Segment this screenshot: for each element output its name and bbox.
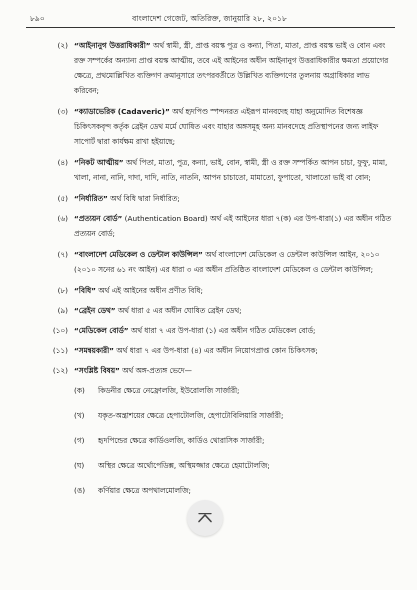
sub-item-text: হৃদপিন্ডের ক্ষেত্রে কার্ডিওলজি, কার্ডিও থোরাসিক সার্জারী;: [98, 436, 265, 445]
page-number: ৮৯০: [30, 14, 45, 23]
sub-item-text: যকৃত-অন্ত্রাশয়ের ক্ষেত্রে হেপাটোলজি, হেপাটোবিলিয়ারি সার্জারী;: [98, 411, 284, 420]
sub-item: [34, 408, 395, 423]
definition-term: “নিকট আত্মীয়”: [74, 158, 124, 167]
definition-item: [34, 38, 395, 98]
sub-item: [34, 433, 395, 448]
definition-item: [34, 247, 395, 277]
definition-item: [34, 343, 395, 358]
sub-item-number: (গ): [74, 436, 85, 445]
definition-text: অর্থ ধারা ৭ এর উপ-ধারা (১) এর অধীন গঠিত মেডিকেল বোর্ড;: [128, 326, 316, 335]
definition-number: (১১): [52, 346, 68, 355]
definition-text: অর্থ বাংলাদেশ মেডিকেল ও ডেন্টাল কাউন্সিল আইন, ২০১০ (২০১০ সনের ৬১ নং আইন) এর ধারা ৩ এর অধীন প্রতিষ্ঠিত বাংলাদেশ মেডিকেল ও ডেন্টাল কাউন্সিল;: [74, 250, 380, 274]
definition-term: “সংশ্লিষ্ট বিষয়”: [74, 366, 120, 375]
sub-item: [34, 458, 395, 473]
definition-term: “ক্যাডাভেরিক (Cadaveric)”: [74, 107, 170, 116]
chevron-up-icon: [197, 513, 213, 523]
definition-number: (২): [57, 41, 68, 50]
definition-term: “সমন্বয়কারী”: [74, 346, 114, 355]
definition-text: অর্থ হৃদপিণ্ড স্পন্দনরত এইরূপ মানবদেহ যাহা অনুমোদিত বিশেষজ্ঞ চিকিৎসকবৃন্দ কর্তৃক ব্রেইন ডেথ মর্মে ঘোষিত এবং যাহার অঙ্গসমূহ অন্য মানবদেহে প্রতিস্থাপনের জন্য লাইফ সাপোর্ট দ্বারা কার্যক্ষম রাখা হইয়াছে;: [74, 107, 379, 146]
gazette-title: বাংলাদেশ গেজেট, অতিরিক্ত, জানুয়ারি ২৮, ২০১৮: [132, 14, 287, 23]
definition-number: (৫): [57, 194, 68, 203]
definition-number: (৮): [57, 286, 68, 295]
page-header: [24, 8, 395, 26]
definition-number: (৭): [57, 250, 68, 259]
definition-item: [34, 303, 395, 318]
definition-item: [34, 323, 395, 338]
definition-text: অর্থ স্বামী, স্ত্রী, প্রাপ্ত বয়স্ক পুত্র ও কন্যা, পিতা, মাতা, প্রাপ্ত বয়স্ক ভাই ও বোন এবং রক্ত সম্পর্কের অন্যান্য প্রাপ্ত বয়স্ক আত্মীয়, তবে এই আইনের অধীন আইনানুগ উত্তরাধিকারীর ক্ষমতা প্রয়োগের ক্ষেত্রে, প্রথমোল্লিখিত ব্যক্তিগণ ক্রমানুসারে তৎপরবর্তীতে উল্লিখিত ব্যক্তিগণের তুলনায় অগ্রাধিকার লাভ করিবেন;: [74, 41, 389, 95]
sub-item-number: (ঘ): [74, 461, 85, 470]
scroll-top-button[interactable]: [187, 500, 223, 536]
definition-number: (১০): [52, 326, 68, 335]
sub-item-number: (ঙ): [74, 486, 86, 495]
definition-text: অর্থ অঙ্গ-প্রত্যঙ্গ ভেদে—: [119, 366, 192, 375]
definition-text: অর্থ ধারা ৫ এর অধীন ঘোষিত ব্রেইন ডেথ;: [115, 306, 242, 315]
definition-term: “মেডিকেল বোর্ড”: [74, 326, 129, 335]
header-divider: [26, 27, 395, 28]
sub-item-text: কিডনীর ক্ষেত্রে নেফ্রোলজি, ইউরোলজি সার্জারী;: [98, 386, 240, 395]
definition-item: [34, 191, 395, 206]
definition-text: অর্থ পিতা, মাতা, পুত্র, কন্যা, ভাই, বোন, স্বামী, স্ত্রী ও রক্ত সম্পর্কিত আপন চাচা, ফুফু, মামা, খালা, নানা, নানি, দাদা, দাদি, নাতি, নাতনি, আপন চাচাতো, মামাতো, ফুপাতো, খালাতো ভাই বা বোন;: [74, 158, 388, 182]
definition-number: (৪): [57, 158, 68, 167]
definition-text: অর্থ এই আইনের অধীন প্রণীত বিধি;: [95, 286, 203, 295]
definition-item: [34, 283, 395, 298]
definition-item: [34, 104, 395, 149]
sub-item-number: (খ): [74, 411, 85, 420]
definition-number: (৬): [57, 214, 68, 223]
sub-item: [34, 483, 395, 498]
definition-number: (৯): [57, 306, 68, 315]
sub-item-text: কর্ণিয়ার ক্ষেত্রে অপথালমোলজি;: [98, 486, 191, 495]
definition-term: “বাংলাদেশ মেডিকেল ও ডেন্টাল কাউন্সিল”: [74, 250, 203, 259]
definition-item: [34, 363, 395, 378]
definition-text: (Authentication Board) অর্থ এই আইনের ধারা ৭(ক) এর উপ-ধারা(১) এর অধীন গঠিত প্রত্যয়ন বোর্ড;: [74, 214, 392, 238]
sub-item-text: অস্থির ক্ষেত্রে অর্থোপেডিক্স, অস্থিমজ্জার ক্ষেত্রে হেমাটোলজি;: [98, 461, 270, 470]
definition-term: “ব্রেইন ডেথ”: [74, 306, 116, 315]
definition-term: “প্রত্যয়ন বোর্ড”: [74, 214, 123, 223]
definition-item: [34, 211, 395, 241]
sub-item: [34, 383, 395, 398]
definition-item: [34, 155, 395, 185]
sub-item-number: (ক): [74, 386, 85, 395]
definition-term: “বিধি”: [74, 286, 96, 295]
definition-term: “নির্ধারিত”: [74, 194, 108, 203]
definition-number: (৩): [57, 107, 68, 116]
definition-number: (১২): [52, 366, 68, 375]
definition-text: অর্থ বিধি দ্বারা নির্ধারিত;: [107, 194, 180, 203]
definitions-list: [34, 38, 395, 508]
definition-text: অর্থ ধারা ৭ এর উপ-ধারা (৪) এর অধীন নিয়োগপ্রাপ্ত কোন চিকিৎসক;: [113, 346, 318, 355]
definition-term: “আইনানুগ উত্তরাধিকারী”: [74, 41, 151, 50]
